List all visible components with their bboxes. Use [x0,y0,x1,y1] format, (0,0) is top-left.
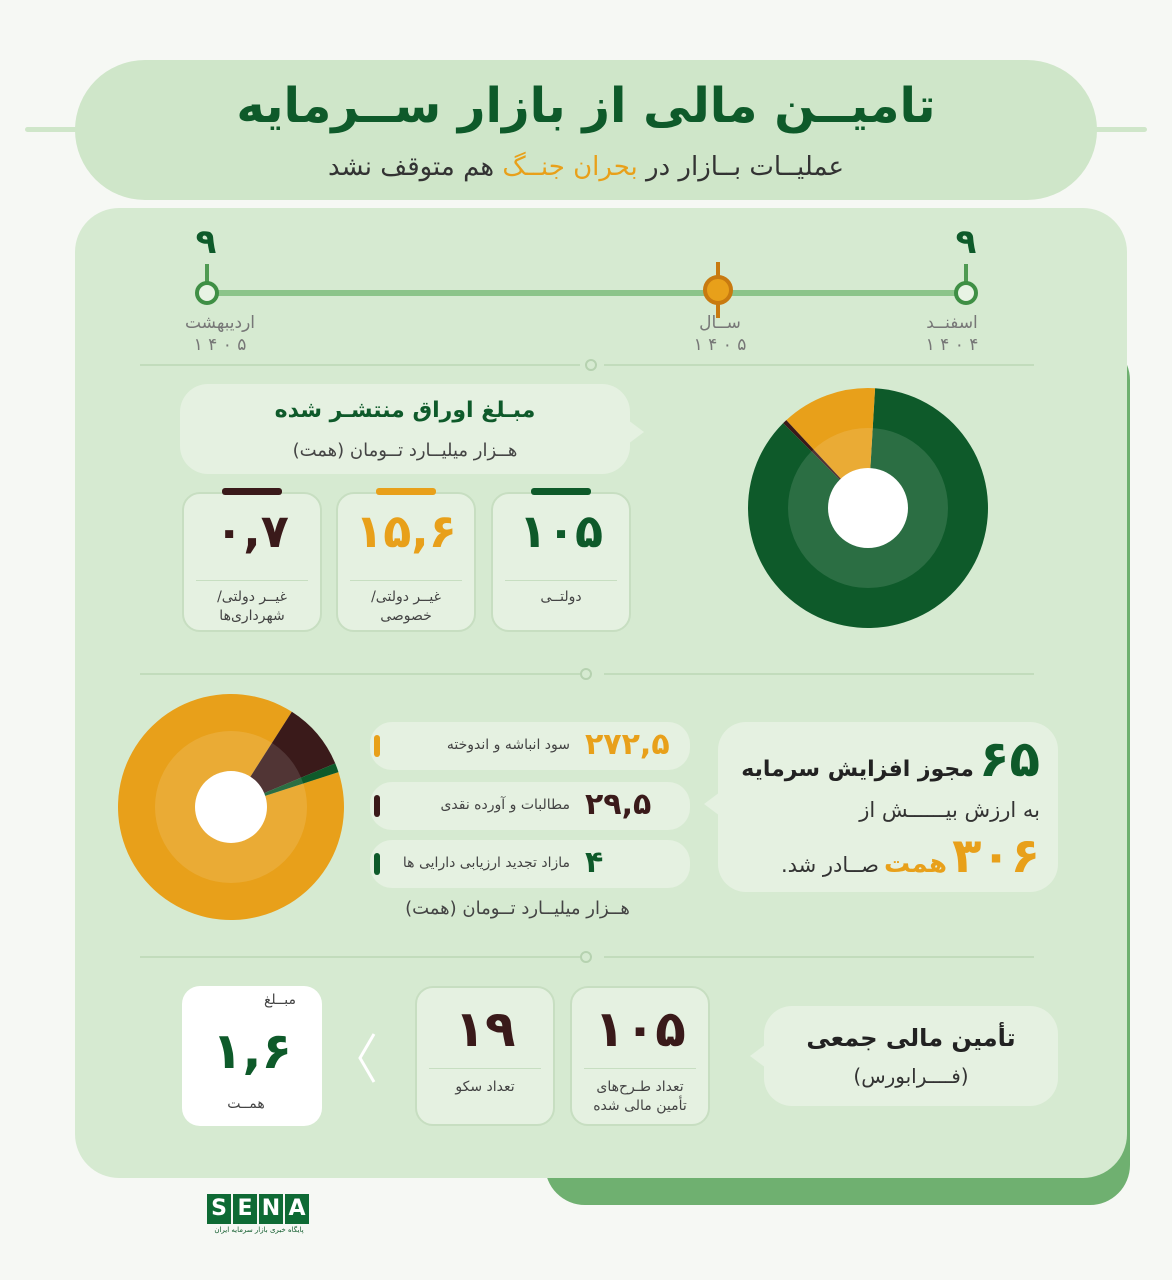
capital-row-value: ۲۹,۵ [585,787,652,822]
timeline-dot-right [954,281,978,305]
subtitle-part2: هم متوقف نشد [327,152,495,182]
capital-row-value: ۲۷۲,۵ [585,727,670,762]
capital-unit: هــزار میلیــارد تــومان (همت) [405,898,630,919]
crowdfunding-platforms-label: تعداد سکو [455,1079,515,1095]
subtitle-highlight: بحران جنــگ [502,152,638,182]
capital-donut-chart [110,685,360,935]
divider-2-dot [580,668,592,680]
timeline-marker-current [703,275,733,305]
page-subtitle [75,152,1097,182]
sena-logo-letter: A [285,1194,309,1224]
capital-row-marker [374,735,380,757]
bond-card-line [196,580,308,581]
bond-card-value: ۱۵,۶ [355,504,457,558]
bond-card-value: ۱۰۵ [518,504,604,558]
bonds-unit: هــزار میلیــارد تــومان (همت) [292,440,518,461]
crowdfunding-amount-value: ۱,۶ [211,1022,293,1080]
bond-card-color-bar [222,488,282,495]
donut-hole [828,468,908,548]
page-title: تامیــن مالی از بازار ســرمایه [236,78,936,134]
crowdfunding-amount-bottom: همــت [227,1096,265,1112]
divider-3-right [604,956,1034,958]
permit-headline [730,730,1040,788]
bonds-bubble-pointer [628,420,644,444]
divider-2-left [140,673,580,675]
crowdfunding-title-bubble [764,1006,1058,1106]
bond-card-label-line1: دولتــی [540,589,582,605]
bond-card-label-line1: غیــر دولتی/ [371,589,441,605]
bond-card-line [505,580,617,581]
permit-count: ۶۵ [978,730,1040,788]
capital-row-label: مازاد تجدید ارزیابی دارایی ها [402,855,570,871]
bond-card-label-line2: شهرداری‌ها [219,608,285,624]
timeline-dot-left [195,281,219,305]
capital-row-marker [374,853,380,875]
timeline-left-label: اردیبهشت ۱ ۴ ۰ ۵ [184,313,256,355]
capital-row-value: ۴ [585,845,604,880]
projects-card-line [584,1068,696,1069]
permit-line3: صــادر شد. [780,853,879,877]
timeline-left-day: ۹ [195,222,217,262]
bonds-donut-chart [740,380,1000,640]
bond-card-label [336,588,476,626]
permit-value-line [730,828,1040,884]
donut-hole [195,771,267,843]
divider-1-left [140,364,580,366]
timeline-line [205,290,967,296]
permit-card-pointer [704,792,720,816]
permit-value-unit: همت [884,849,948,879]
timeline-middle-label: ســال ۱ ۴ ۰ ۵ [693,313,747,355]
divider-3-dot [580,951,592,963]
sena-logo [207,1194,311,1224]
divider-1-dot [585,359,597,371]
permit-text: مجوز افزایش سرمایه [741,757,974,782]
timeline-right-label: اسفنــد ۱ ۴ ۰ ۴ [925,313,979,355]
crowdfunding-projects-value: ۱۰۵ [594,1000,686,1058]
bond-card-color-bar [376,488,436,495]
sena-logo-letters [207,1194,309,1224]
platforms-card-line [429,1068,541,1069]
bond-card-label [182,588,322,626]
sena-logo-letter: S [207,1194,231,1224]
permit-value: ۳۰۶ [952,828,1040,884]
crowdfunding-subtitle: (فــــرابورس) [853,1064,969,1088]
bond-card-color-bar [531,488,591,495]
timeline-right-day: ۹ [955,222,977,262]
crowdfunding-platforms-value: ۱۹ [454,1000,516,1058]
sena-logo-letter: N [259,1194,283,1224]
subtitle-part1: عملیــات بــازار در [646,152,845,182]
crowdfunding-amount-top: مبــلغ [263,992,296,1008]
permit-line2: به ارزش بیــــــش از [859,798,1040,822]
bond-card-line [350,580,462,581]
divider-2-right [604,673,1034,675]
divider-3-left [140,956,580,958]
capital-row-label: مطالبات و آورده نقدی [440,797,570,813]
chevron-left-icon [356,1030,378,1086]
bond-card-label-line2: خصوصی [380,608,432,624]
divider-1-right [604,364,1034,366]
bond-card-label-line1: غیــر دولتی/ [217,589,287,605]
crowdfunding-title: تأمین مالی جمعی [806,1024,1016,1052]
capital-row-label: سود انباشه و اندوخته [446,737,570,753]
bonds-title: مبـلغ اوراق منتشـر شده [274,398,536,423]
bond-card-value: ۰,۷ [215,504,289,558]
sena-logo-letter: E [233,1194,257,1224]
sena-logo-tagline: پایگاه خبری بازار سرمایه ایران [214,1226,304,1234]
capital-row-marker [374,795,380,817]
crowdfunding-projects-label: تعداد طـرح‌های تأمین مالی شده [593,1079,687,1114]
bond-card-label [491,588,631,607]
